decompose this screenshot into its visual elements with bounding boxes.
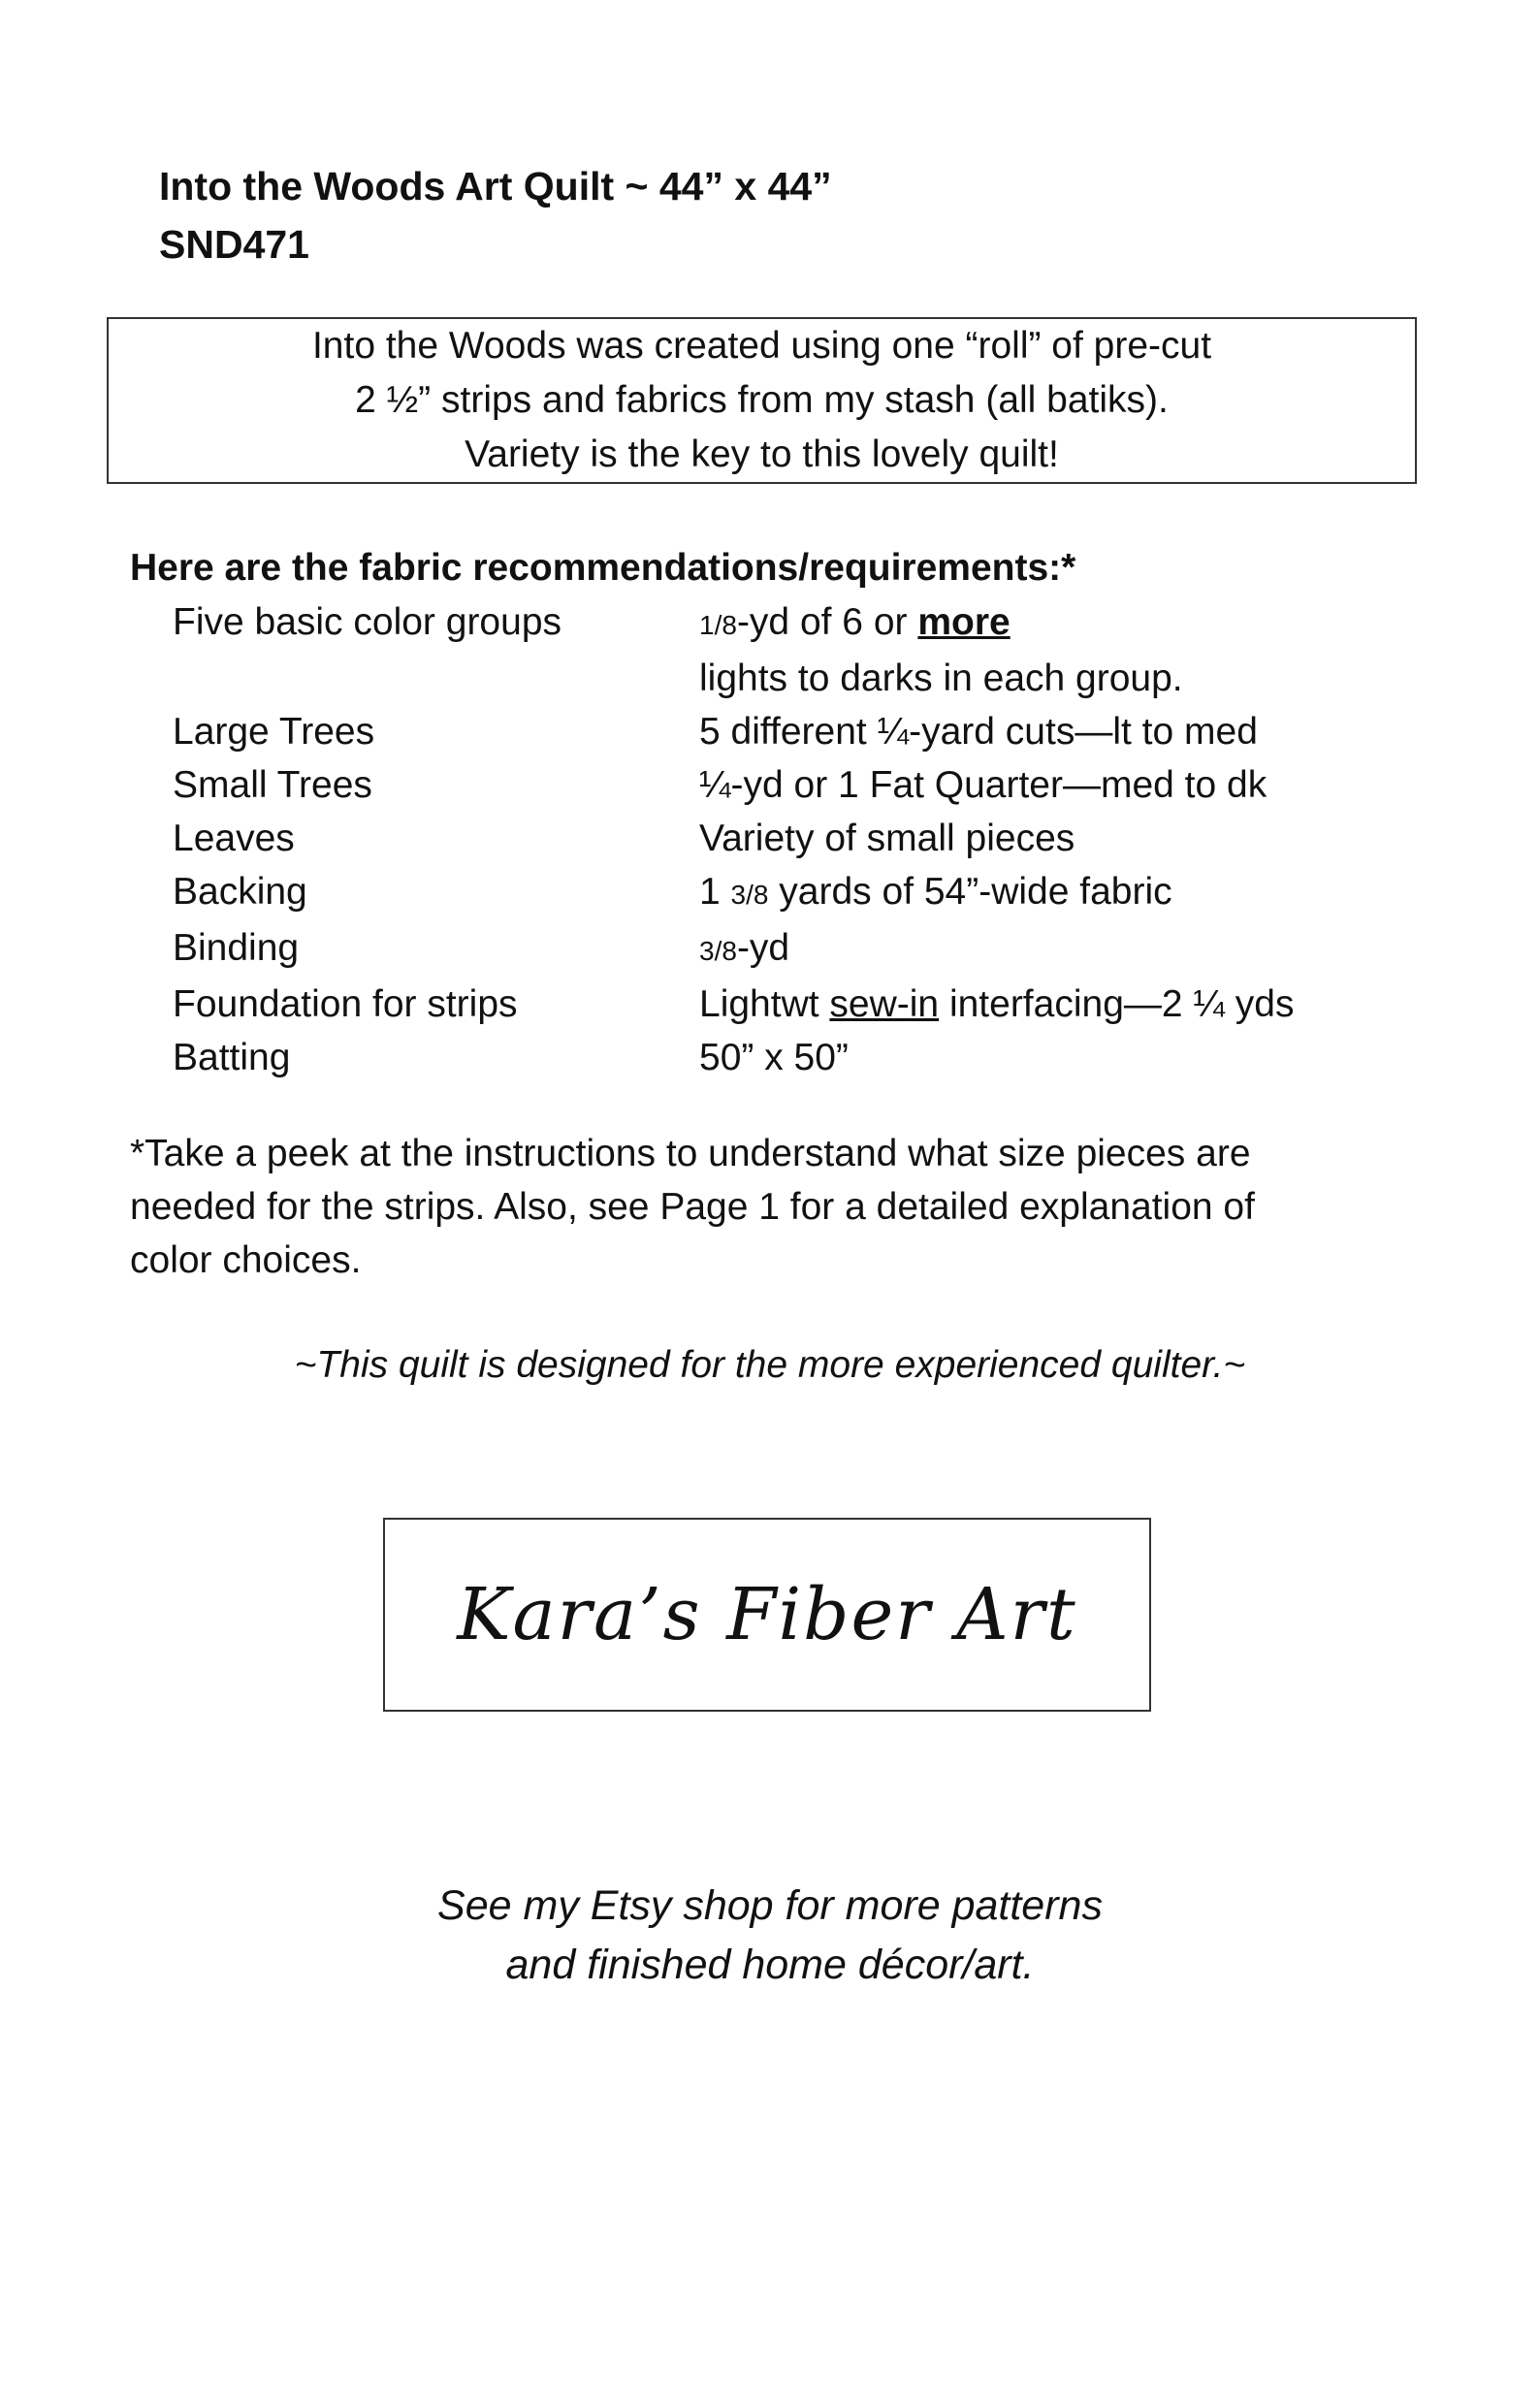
requirement-row [173, 978, 1385, 1031]
requirement-item: Binding [173, 927, 300, 969]
requirement-item [173, 652, 699, 705]
fraction: 3/8 [730, 880, 769, 910]
fraction: 1/8 [699, 610, 737, 640]
requirement-amount: Variety of small pieces [699, 818, 1075, 859]
footnote [130, 1127, 1420, 1287]
requirements-heading: Here are the fabric recommendations/requirements:* [130, 547, 1076, 589]
requirement-amount [699, 595, 1011, 652]
intro-line: 2 ½” strips and fabrics from my stash (all batiks). [355, 379, 1169, 421]
requirement-item: Foundation for strips [173, 983, 518, 1025]
requirement-item: Leaves [173, 818, 295, 859]
requirement-amount: 5 different ¼-yard cuts—lt to med [699, 711, 1258, 753]
amount-text: Lightwt [699, 983, 830, 1025]
requirement-row [173, 921, 1385, 978]
requirement-row [173, 758, 1385, 812]
requirements-table [173, 595, 1385, 1084]
underlined-sew-in: sew-in [829, 983, 940, 1025]
logo-box [383, 1518, 1151, 1712]
requirement-row [173, 705, 1385, 758]
amount-text: 1 [699, 871, 731, 913]
etsy-line: See my Etsy shop for more patterns [437, 1882, 1103, 1929]
fraction: 3/8 [699, 936, 737, 966]
requirement-amount: 50” x 50” [699, 1037, 849, 1078]
title-line: Into the Woods Art Quilt ~ 44” x 44” [159, 164, 832, 209]
requirement-row [173, 652, 1385, 705]
requirement-row [173, 595, 1385, 652]
requirement-item: Large Trees [173, 711, 375, 753]
experience-note: ~This quilt is designed for the more experienced quilter.~ [294, 1344, 1246, 1386]
requirement-row [173, 812, 1385, 865]
emphasis-more: more [917, 601, 1011, 643]
logo: Kara’s Fiber Art [457, 1573, 1077, 1656]
requirement-item: Batting [173, 1037, 291, 1078]
etsy-line: and finished home décor/art. [505, 1942, 1035, 1988]
etsy-note [0, 1877, 1540, 1995]
footnote-line: needed for the strips. Also, see Page 1 for a detailed explanation of [130, 1186, 1255, 1228]
requirement-amount: ¼-yd or 1 Fat Quarter—med to dk [699, 764, 1267, 806]
pattern-code: SND471 [159, 222, 309, 267]
amount-text: -yd of 6 or [736, 601, 918, 643]
page-title [159, 157, 832, 273]
requirement-row [173, 1031, 1385, 1084]
requirement-amount [699, 921, 789, 978]
requirement-row [173, 865, 1385, 921]
requirement-amount [699, 978, 1294, 1031]
intro-line: Variety is the key to this lovely quilt! [465, 433, 1059, 475]
intro-box [107, 317, 1417, 484]
requirement-item: Five basic color groups [173, 601, 562, 643]
amount-text: -yd [736, 927, 790, 969]
amount-text: yards of 54”-wide fabric [768, 871, 1172, 913]
amount-text: interfacing—2 ¼ yds [939, 983, 1295, 1025]
footnote-line: color choices. [130, 1239, 362, 1281]
requirement-amount [699, 865, 1172, 921]
requirement-item: Backing [173, 871, 307, 913]
requirement-amount: lights to darks in each group. [699, 658, 1183, 699]
footnote-line: *Take a peek at the instructions to understand what size pieces are [130, 1133, 1251, 1174]
requirement-item: Small Trees [173, 764, 372, 806]
intro-line: Into the Woods was created using one “roll” of pre-cut [311, 325, 1212, 367]
